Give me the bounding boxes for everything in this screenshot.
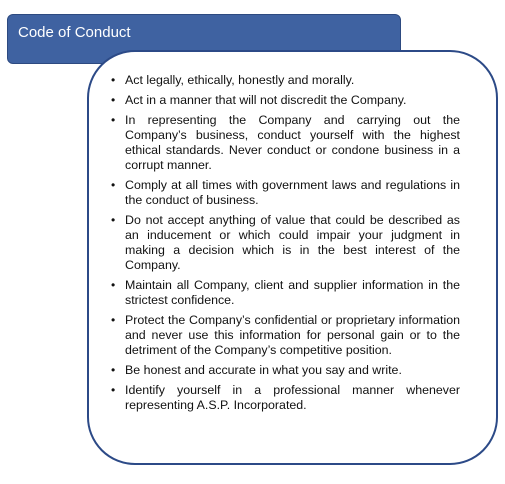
conduct-rules-list — [111, 73, 460, 418]
list-item: • Identify yourself in a professional manner whenever representing A.S.P. Incorporated. — [111, 383, 460, 413]
list-item: • In representing the Company and carrying out the Company’s business, conduct yourself with the highest ethical standards. Never conduct or condone business in a corrupt manner. — [111, 113, 460, 173]
list-item: • Be honest and accurate in what you say and write. — [111, 363, 460, 378]
list-item: • Act legally, ethically, honestly and morally. — [111, 73, 460, 88]
list-item: • Act in a manner that will not discredit the Company. — [111, 93, 460, 108]
page-title: Code of Conduct — [18, 24, 131, 41]
list-item: • Comply at all times with government laws and regulations in the conduct of business. — [111, 178, 460, 208]
conduct-rules-panel — [87, 50, 498, 465]
list-item: • Maintain all Company, client and supplier information in the strictest confidence. — [111, 278, 460, 308]
list-item: • Protect the Company’s confidential or proprietary information and never use this information for personal gain or to the detriment of the Company’s competitive position. — [111, 313, 460, 358]
list-item: • Do not accept anything of value that could be described as an inducement or which could impair your judgment in making a decision which is in the best interest of the Company. — [111, 213, 460, 273]
